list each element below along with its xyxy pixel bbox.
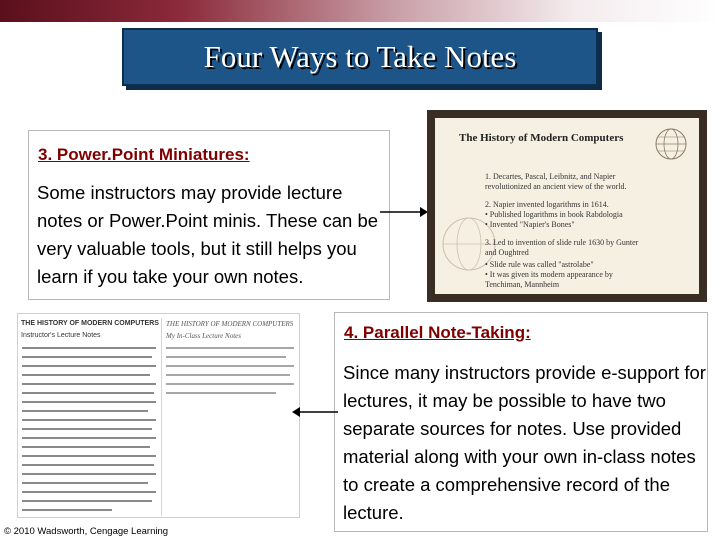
notes-text-line xyxy=(22,473,156,475)
powerpoint-miniature-image xyxy=(427,110,707,302)
thumbnail-title: The History of Modern Computers xyxy=(459,132,624,144)
notes-handwriting-line xyxy=(166,392,276,394)
notes-handwriting-line xyxy=(166,374,290,376)
thumbnail-line: • Slide rule was called "astrolabe" xyxy=(485,260,594,269)
slide-miniature xyxy=(435,118,699,294)
thumbnail-line: • Invented "Napier's Bones" xyxy=(485,220,575,229)
slide-title: Four Ways to Take Notes xyxy=(203,39,517,74)
notes-text-line xyxy=(22,383,156,385)
notes-text-line xyxy=(22,410,148,412)
section-3-body: Some instructors may provide lecture notes or Power.Point minis. These can be very valuable tools, but it still helps you learn if you take your own notes. xyxy=(37,182,379,287)
arrow-to-thumbnail-icon xyxy=(378,204,430,220)
section-4-box xyxy=(334,312,708,532)
notes-text-line xyxy=(22,455,156,457)
globe-icon xyxy=(653,126,689,162)
notes-text-line xyxy=(22,347,156,349)
notes-left-subheading: Instructor's Lecture Notes xyxy=(21,332,101,339)
notes-handwriting-line xyxy=(166,365,294,367)
notes-right-subheading: My In-Class Lecture Notes xyxy=(166,332,241,340)
notes-text-line xyxy=(22,401,156,403)
notes-handwriting-line xyxy=(166,383,294,385)
notes-left-heading: THE HISTORY OF MODERN COMPUTERS xyxy=(21,320,159,327)
title-banner xyxy=(122,28,598,86)
arrow-to-notes-icon xyxy=(290,404,342,420)
notes-text-line xyxy=(22,446,150,448)
notes-text-line xyxy=(22,428,152,430)
notes-text-line xyxy=(22,482,148,484)
section-3-heading: 3. Power.Point Miniatures: xyxy=(38,145,250,164)
parallel-notes-image xyxy=(17,313,300,518)
notes-text-line xyxy=(22,437,156,439)
notes-handwriting-line xyxy=(166,356,286,358)
notes-text-line xyxy=(22,464,154,466)
notes-text-line xyxy=(22,500,152,502)
notes-text-line xyxy=(22,356,152,358)
thumbnail-line: revolutionized an ancient view of the world. xyxy=(485,182,627,191)
section-4-body: Since many instructors provide e-support for lectures, it may be possible to have two separate sources for notes. Use provided material along with your own in-class notes to create a comprehensive record of the lecture. xyxy=(343,362,706,523)
thumbnail-line: 3. Led to invention of slide rule 1630 by Gunter xyxy=(485,238,639,247)
thumbnail-line: 1. Decartes, Pascal, Leibnitz, and Napier xyxy=(485,172,616,181)
notes-text-line xyxy=(22,365,156,367)
notes-right-heading: THE HISTORY OF MODERN COMPUTERS xyxy=(166,320,294,328)
notes-text-line xyxy=(22,491,156,493)
notes-text-line xyxy=(22,419,156,421)
section-4-heading: 4. Parallel Note-Taking: xyxy=(344,323,531,342)
thumbnail-line: 2. Napier invented logarithms in 1614. xyxy=(485,200,609,209)
notes-handwriting-line xyxy=(166,347,294,349)
thumbnail-line: Tenchiman, Mannheim xyxy=(485,280,560,289)
top-gradient-band xyxy=(0,0,720,22)
copyright-notice: © 2010 Wadsworth, Cengage Learning xyxy=(4,526,169,537)
thumbnail-line: and Oughtred xyxy=(485,248,529,257)
notes-text-line xyxy=(22,392,154,394)
notes-text-line xyxy=(22,509,112,511)
section-3-box xyxy=(28,130,390,300)
thumbnail-line: • It was given its modern appearance by xyxy=(485,270,613,279)
thumbnail-line: • Published logarithms in book Rabdologia xyxy=(485,210,623,219)
notes-divider xyxy=(161,318,162,516)
notes-text-line xyxy=(22,374,150,376)
